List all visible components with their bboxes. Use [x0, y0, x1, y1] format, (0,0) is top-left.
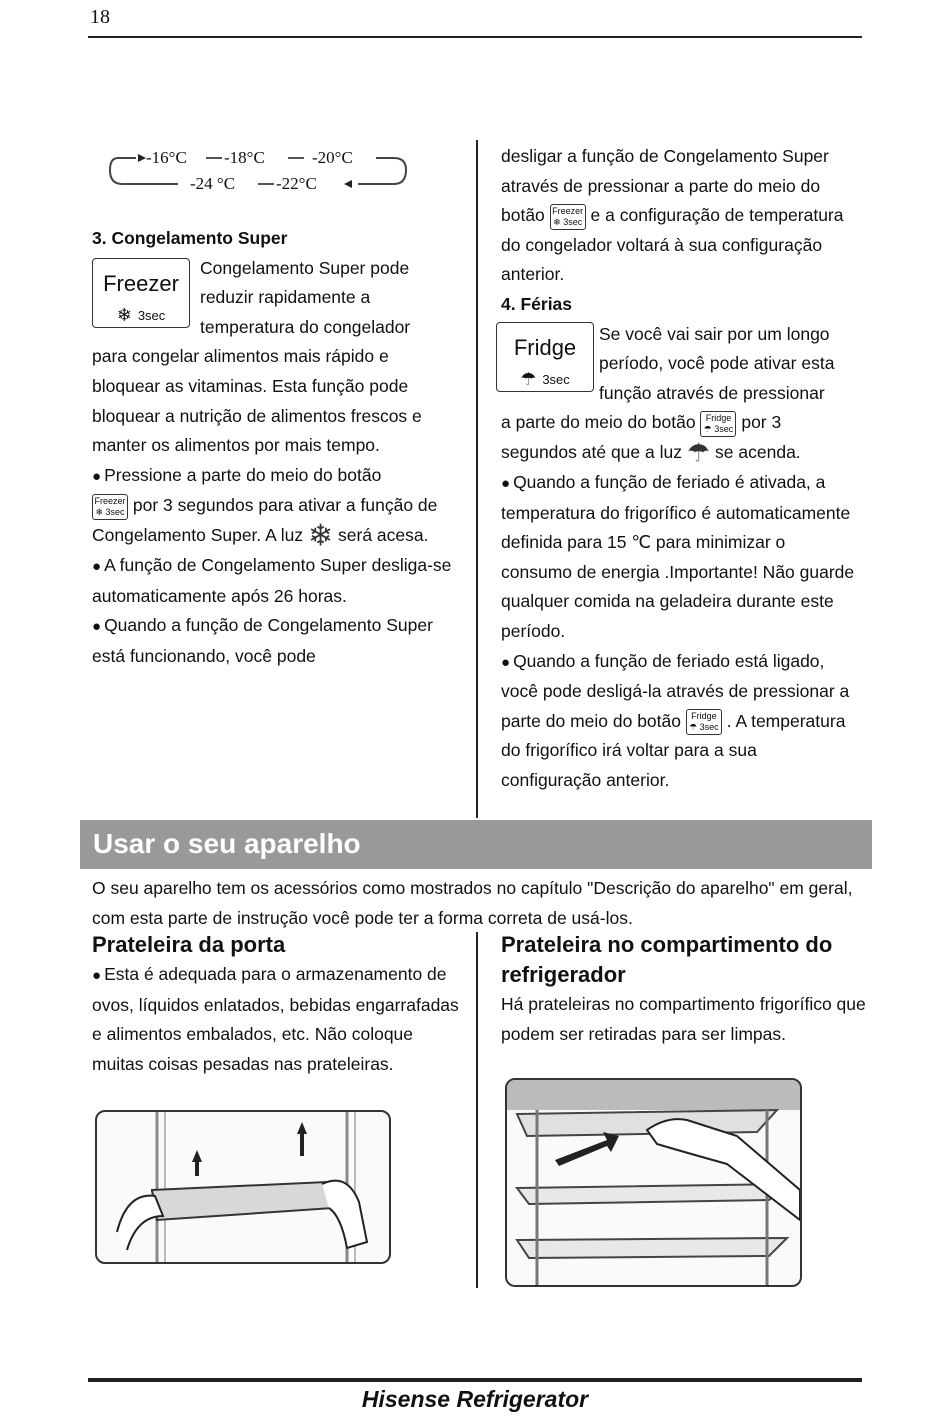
super-freeze-bullet-1a: ● Pressione a parte do meio do botão	[92, 461, 452, 492]
temp-minus22: -22°C	[276, 174, 317, 193]
holiday-heading: 4. Férias	[501, 293, 573, 314]
holiday-bullet-2a: ● Quando a função de feriado está ligado, você pode desligá-la através de pressionar a parte do meio do botão	[501, 651, 849, 731]
freezer-inline-button: Freezer ❄ 3sec	[92, 494, 128, 520]
temp-minus20: -20°C	[312, 148, 353, 167]
fridge-shelf-heading: Prateleira no compartimento do refrigerador	[501, 932, 833, 987]
super-freeze-bullet-1c: será acesa.	[338, 524, 429, 545]
umbrella-icon: ☂	[689, 722, 698, 733]
footer-rule	[88, 1378, 862, 1382]
door-shelf-illustration	[95, 1110, 391, 1264]
super-freeze-beside-3: temperatura do congelador	[200, 316, 411, 337]
door-shelf-heading: Prateleira da porta	[92, 932, 286, 957]
fridge-button-float	[501, 320, 599, 404]
super-freeze-description: para congelar alimentos mais rápido e bloquear as vitaminas. Esta função pode bloquear a nutrição de alimentos frescos e manter os alimentos por mais tempo.	[92, 346, 422, 456]
super-freeze-bullet-1b: por 3 segundos para ativar a função de Congelamento Super. A luz	[92, 495, 438, 545]
holiday-bullet-2b: . A temperatura do frigorífico irá voltar para a sua configuração anterior.	[501, 710, 846, 791]
fridge-shelf-illustration	[505, 1078, 802, 1287]
freezer-button-title: Freezer	[103, 271, 179, 296]
holiday-text-b: por 3 segundos até que a luz	[501, 412, 782, 462]
super-freeze-continued-b: e a configuração de temperatura do congelador voltará à sua configuração anterior.	[501, 205, 844, 285]
snowflake-icon: ❄	[553, 216, 561, 227]
super-freeze-section	[92, 224, 452, 671]
holiday-text-c: se acenda.	[715, 441, 801, 462]
super-freeze-bullet-3: ● Quando a função de Congelamento Super está funcionando, você pode	[92, 611, 452, 671]
umbrella-icon: ☂	[703, 423, 712, 434]
page-number: 18	[90, 6, 110, 28]
super-freeze-beside-2: reduzir rapidamente a	[200, 287, 371, 308]
holiday-section	[501, 142, 861, 796]
fridge-shelf-drawing	[507, 1080, 800, 1285]
holiday-beside-1: Se você vai sair por um longo	[599, 323, 830, 344]
fridge-button-title: Fridge	[513, 335, 577, 360]
snowflake-light-icon: ❄	[308, 519, 334, 553]
holiday-beside-3: função através de pressionar	[599, 382, 825, 403]
door-shelf-section	[92, 930, 462, 1079]
temp-minus16: -16°C	[146, 148, 187, 167]
door-shelf-drawing	[97, 1112, 389, 1262]
freezer-button-sub: 3sec	[137, 307, 166, 323]
freezer-button-float	[92, 254, 200, 338]
section-intro: O seu aparelho tem os acessórios como mostrados no capítulo "Descrição do aparelho" em geral, com esta parte de instrução você pode ter a forma correta de usá-los.	[92, 878, 853, 928]
fridge-inline-button-2: Fridge ☂ 3sec	[686, 709, 722, 735]
section-title: Usar o seu aparelho	[93, 828, 361, 859]
holiday-bullet-1: ● Quando a função de feriado é ativada, a temperatura do frigorífico é automaticamente definida para 15 ℃ para minimizar o consumo de energia .Importante! Não guarde qualquer comida na geladeira durante este período.	[501, 468, 861, 647]
column-divider-top	[476, 140, 478, 818]
freezer-inline-button-2: Freezer ❄ 3sec	[550, 204, 586, 230]
holiday-beside-2: período, você pode ativar esta	[599, 353, 835, 374]
freezer-button-illustration	[92, 258, 190, 328]
holiday-text-a: a parte do meio do botão	[501, 412, 696, 433]
super-freeze-beside-1: Congelamento Super pode	[200, 257, 410, 278]
fridge-shelf-section	[501, 930, 871, 1049]
header-rule	[88, 36, 862, 38]
door-shelf-text: ● Esta é adequada para o armazenamento de ovos, líquidos enlatados, bebidas engarrafadas e alimentos embalados, etc. Não coloque muitas coisas pesadas nas prateleiras.	[92, 960, 462, 1079]
super-freeze-heading: 3. Congelamento Super	[92, 228, 288, 248]
temperature-cycle-diagram	[108, 146, 408, 194]
section-banner	[80, 820, 872, 869]
snowflake-icon: ❄	[95, 506, 103, 517]
umbrella-icon: ☂	[520, 369, 537, 390]
temp-minus18: -18°C	[224, 148, 265, 167]
fridge-button-illustration	[496, 322, 594, 392]
snowflake-icon: ❄	[116, 305, 132, 326]
umbrella-light-icon: ☂	[686, 437, 711, 468]
temp-minus24: -24 °C	[190, 174, 236, 193]
fridge-button-sub: 3sec	[542, 371, 570, 387]
fridge-shelf-text: Há prateleiras no compartimento frigorífico que podem ser retiradas para ser limpas.	[501, 994, 866, 1044]
fridge-inline-button: Fridge ☂ 3sec	[700, 411, 736, 437]
super-freeze-bullet-2: ● A função de Congelamento Super desliga-se automaticamente após 26 horas.	[92, 551, 452, 611]
super-freeze-continued-a: desligar a função de Congelamento Super através de pressionar a parte do meio do botão	[501, 146, 829, 226]
footer-brand: Hisense Refrigerator	[361, 1386, 589, 1412]
column-divider-bottom	[476, 932, 478, 1288]
